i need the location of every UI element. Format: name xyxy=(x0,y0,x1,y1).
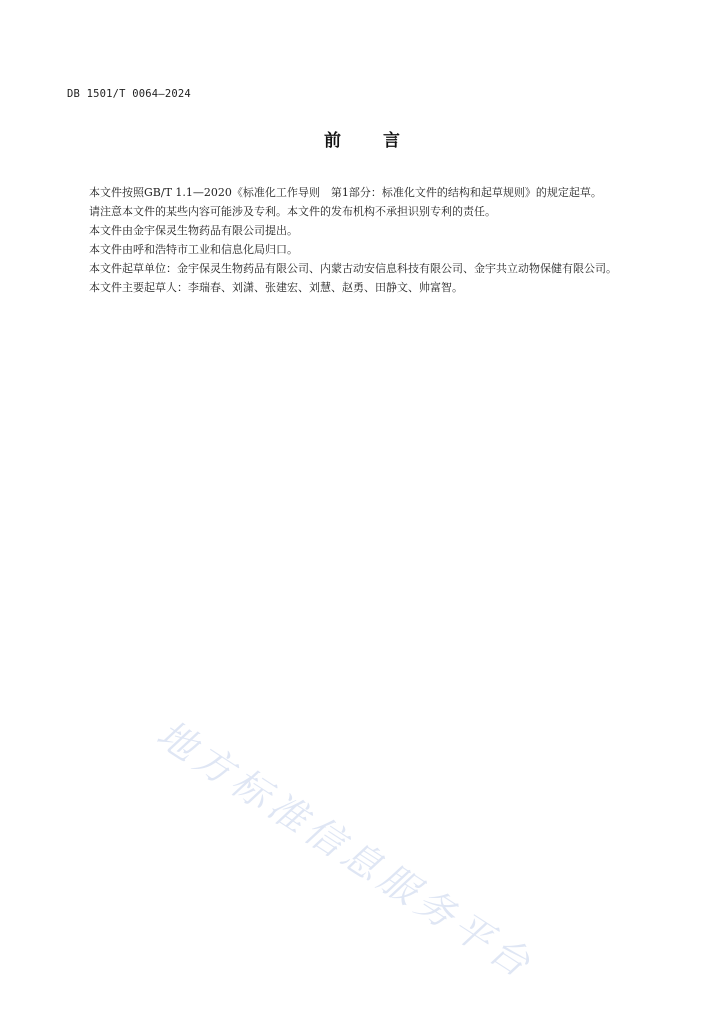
paragraph-drafters: 本文件主要起草人：李瑞春、刘潇、张建宏、刘慧、赵勇、田静文、帅富智。 xyxy=(89,281,463,294)
section-heading: 前言 xyxy=(324,131,442,151)
paragraph-patent-notice: 请注意本文件的某些内容可能涉及专利。本文件的发布机构不承担识别专利的责任。 xyxy=(89,205,496,218)
paragraph-administrator: 本文件由呼和浩特市工业和信息化局归口。 xyxy=(89,243,298,256)
foreword-body xyxy=(67,183,639,297)
platform-watermark: 地方标准信息服务平台 xyxy=(149,711,543,989)
document-code: DB 1501/T 0064—2024 xyxy=(67,88,191,100)
paragraph-proposer: 本文件由金宇保灵生物药品有限公司提出。 xyxy=(89,224,298,237)
paragraph-drafting-rules: 本文件按照GB/T 1.1—2020《标准化工作导则 第1部分：标准化文件的结构和起草规则》的规定起草。 xyxy=(89,186,602,199)
paragraph-drafting-units: 本文件起草单位：金宇保灵生物药品有限公司、内蒙古动安信息科技有限公司、金宇共立动物保健有限公司。 xyxy=(89,262,617,275)
